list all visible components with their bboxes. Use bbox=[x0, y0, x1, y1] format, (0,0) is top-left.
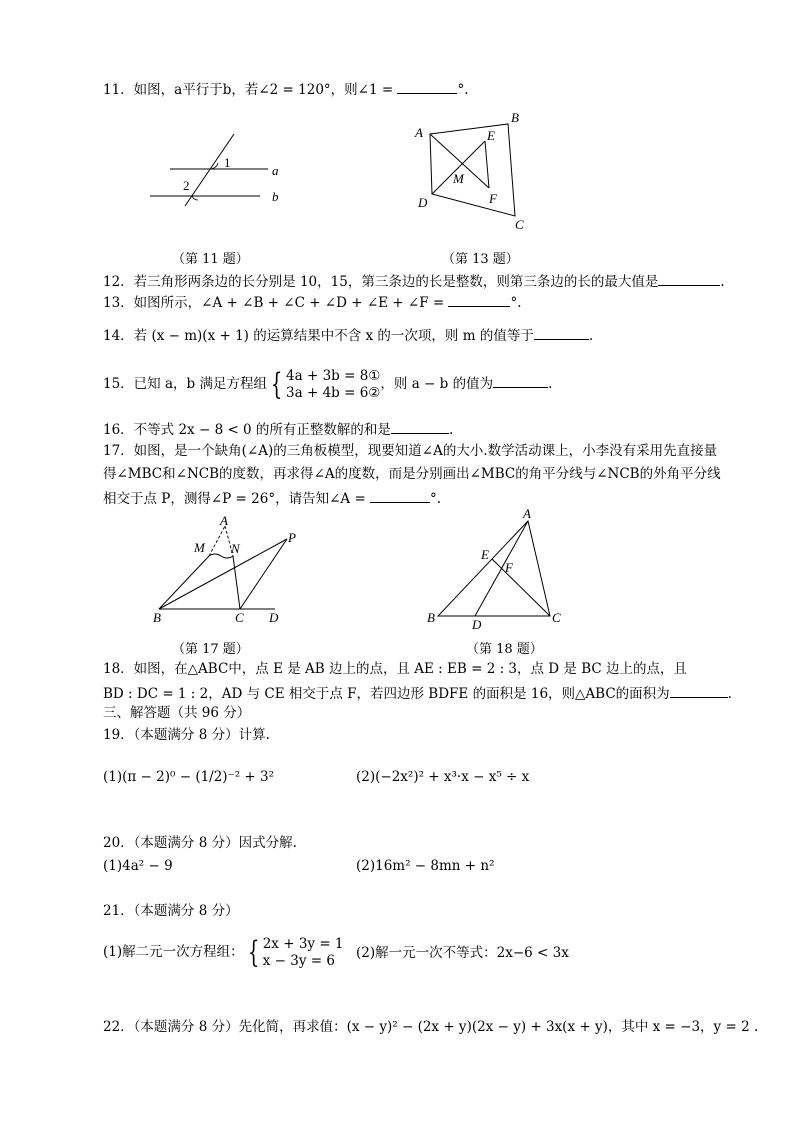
angle-2-arc bbox=[192, 196, 198, 200]
q15-eq2: 3a + 4b = 6② bbox=[286, 384, 381, 401]
q21-title: 21．（本题满分 8 分） bbox=[103, 903, 239, 919]
label-M: M bbox=[194, 540, 205, 555]
question-22: 22．（本题满分 8 分）先化简，再求值：(x − y)² − (2x + y)(2x − y) + 3x(x + y)，其中 x = −3，y = 2 . bbox=[103, 1019, 759, 1035]
segment-CE bbox=[492, 559, 550, 616]
side-NC bbox=[233, 556, 240, 609]
question-12 bbox=[103, 271, 725, 291]
q21-brace: { bbox=[247, 934, 259, 970]
label-B: B bbox=[427, 610, 435, 625]
q13-tail: °. bbox=[510, 295, 522, 311]
q16-blank bbox=[391, 419, 449, 434]
label-D: D bbox=[472, 617, 482, 630]
q11-tail: °. bbox=[457, 82, 469, 98]
q21-system bbox=[263, 936, 344, 970]
q15-eq1: 4a + 3b = 8① bbox=[286, 367, 381, 384]
quad-ABCD bbox=[430, 124, 515, 216]
label-P: P bbox=[288, 530, 296, 545]
label-B: B bbox=[153, 610, 161, 625]
question-16 bbox=[103, 419, 453, 439]
transversal bbox=[185, 134, 234, 206]
q21-eq2: x − 3y = 6 bbox=[262, 952, 335, 969]
dashed-MA bbox=[209, 526, 225, 556]
q18-line2-text: BD : DC = 1 : 2，AD 与 CE 相交于点 F，若四边形 BDFE 的面积是 16，则△ABC的面积为 bbox=[103, 686, 670, 702]
q15-blank bbox=[493, 373, 548, 388]
q16-tail: . bbox=[448, 422, 454, 438]
q14-text: 14．若 (x − m)(x + 1) 的运算结果中不含 x 的一次项，则 m 的值等于 bbox=[103, 328, 534, 344]
q16-text: 16．不等式 2x − 8 < 0 的所有正整数解的和是 bbox=[103, 422, 391, 438]
label-C: C bbox=[552, 610, 561, 625]
section-3-heading: 三、解答题（共 96 分） bbox=[103, 705, 251, 721]
q19-part1: (1)(π − 2)⁰ − (1/2)⁻² + 3² bbox=[103, 769, 275, 785]
q20-title: 20．（本题满分 8 分）因式分解. bbox=[103, 835, 297, 851]
side-BM bbox=[159, 556, 209, 609]
label-1: 1 bbox=[224, 155, 231, 170]
q12-tail: . bbox=[720, 274, 725, 290]
figure-11 bbox=[140, 128, 300, 210]
q12-blank bbox=[658, 271, 720, 286]
q13-text: 13．如图所示，∠A + ∠B + ∠C + ∠D + ∠E + ∠F = bbox=[103, 295, 449, 311]
q15-system bbox=[286, 368, 380, 402]
bisector-CP bbox=[240, 539, 287, 609]
fig11-caption: （第 11 题） bbox=[172, 252, 249, 267]
fig18-caption: （第 18 题） bbox=[466, 642, 543, 657]
q12-text: 12．若三角形两条边的长分别是 10，15，第三条边的长是整数，则第三条边的长的最大值是 bbox=[103, 274, 659, 290]
label-A: A bbox=[523, 506, 531, 521]
q20-part2: (2)16m² − 8mn + n² bbox=[356, 858, 495, 874]
question-11 bbox=[103, 79, 469, 99]
q21-part1 bbox=[103, 934, 344, 970]
q15-post: ，则 a − b 的值为 bbox=[380, 376, 494, 392]
q17-tail: °. bbox=[430, 491, 442, 507]
label-D: D bbox=[418, 195, 428, 210]
fig13-caption: （第 13 题） bbox=[442, 252, 519, 267]
q21-eq1: 2x + 3y = 1 bbox=[262, 935, 344, 952]
bisector-BP bbox=[159, 539, 287, 609]
segment-EF bbox=[485, 141, 489, 188]
q21-part2: (2)解一元一次不等式：2x−6 < 3x bbox=[356, 945, 569, 961]
q18-blank bbox=[670, 683, 728, 698]
q11-blank bbox=[397, 79, 457, 94]
label-E: E bbox=[487, 128, 495, 143]
label-C: C bbox=[515, 217, 524, 232]
q15-pre: 15．已知 a，b 满足方程组 bbox=[103, 376, 267, 392]
q14-blank bbox=[534, 325, 589, 340]
q17-line1: 17．如图，是一个缺角(∠A)的三角板模型，现要知道∠A的大小.数学活动课上，小李没有采用先直接量 bbox=[103, 443, 718, 459]
q18-tail: . bbox=[727, 686, 732, 702]
figure-13 bbox=[405, 105, 535, 235]
q17-blank bbox=[370, 488, 430, 503]
label-B: B bbox=[511, 110, 519, 125]
label-A: A bbox=[220, 513, 228, 528]
q19-part2: (2)(−2x²)² + x³·x − x⁵ ÷ x bbox=[356, 769, 530, 785]
figure-17 bbox=[145, 512, 310, 627]
q14-tail: . bbox=[588, 328, 594, 344]
label-F: F bbox=[489, 191, 497, 206]
triangle-ABC bbox=[438, 521, 550, 616]
q15-brace: { bbox=[270, 366, 283, 402]
q17-line3-text: 相交于点 P，测得∠P = 26°，请告知∠A = bbox=[103, 491, 371, 507]
label-N: N bbox=[231, 541, 240, 556]
label-a: a bbox=[272, 163, 279, 178]
q17-line3 bbox=[103, 488, 441, 508]
q18-line1: 18．如图，在△ABC中，点 E 是 AB 边上的点，且 AE : EB = 2 : 3，点 D 是 BC 边上的点，且 bbox=[103, 661, 687, 677]
q21-part1-label: (1)解二元一次方程组： bbox=[103, 944, 244, 960]
q19-title: 19．（本题满分 8 分）计算. bbox=[103, 727, 270, 743]
q13-blank bbox=[448, 292, 510, 307]
q15-tail: . bbox=[548, 376, 553, 392]
broken-edge bbox=[209, 554, 233, 558]
figure-18 bbox=[422, 505, 572, 630]
question-15 bbox=[103, 366, 552, 402]
q11-text: 11．如图，a平行于b，若∠2 = 120°，则∠1 = bbox=[103, 82, 398, 98]
question-13 bbox=[103, 292, 522, 312]
label-C: C bbox=[235, 610, 244, 625]
segment-DE bbox=[432, 141, 485, 194]
label-2: 2 bbox=[183, 178, 190, 193]
q17-line2: 得∠MBC和∠NCB的度数，再求得∠A的度数，而是分别画出∠MBC的角平分线与∠NCB的外角平分线 bbox=[103, 466, 721, 482]
label-M: M bbox=[453, 171, 464, 186]
label-A: A bbox=[415, 125, 423, 140]
question-14 bbox=[103, 325, 593, 345]
label-E: E bbox=[481, 547, 489, 562]
fig17-caption: （第 17 题） bbox=[172, 642, 249, 657]
label-F: F bbox=[505, 560, 513, 575]
label-b: b bbox=[272, 189, 279, 204]
q20-part1: (1)4a² − 9 bbox=[103, 858, 173, 874]
label-D: D bbox=[269, 610, 279, 625]
q18-line2 bbox=[103, 683, 732, 703]
